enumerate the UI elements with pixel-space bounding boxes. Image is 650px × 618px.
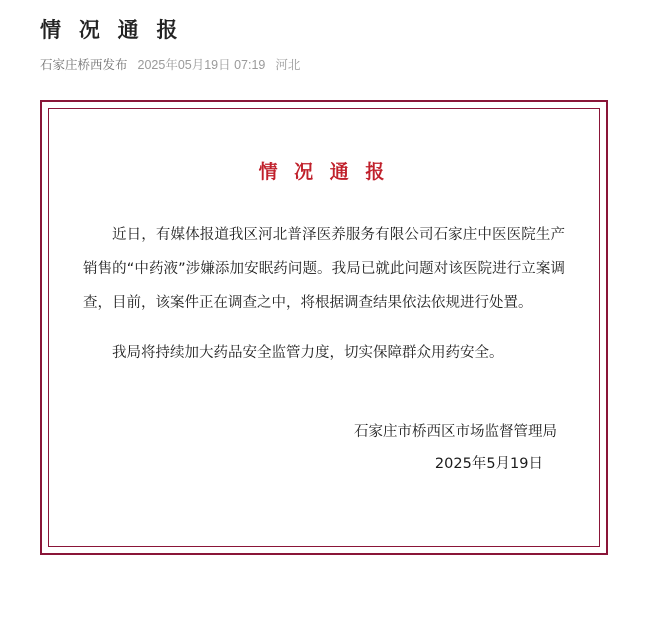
article-meta bbox=[40, 56, 610, 74]
notice-paragraph: 近日，有媒体报道我区河北普泽医养服务有限公司石家庄中医医院生产销售的“中药液”涉嫌添加安眠药问题。我局已就此问题对该医院进行立案调查，目前，该案件正在调查之中，将根据调查结果依法依规进行处置。 bbox=[83, 227, 565, 311]
article-region: 河北 bbox=[275, 58, 301, 72]
notice-document bbox=[40, 100, 608, 555]
notice-signature-block bbox=[83, 416, 565, 480]
notice-signature-date: 2025年5月19日 bbox=[434, 456, 543, 472]
article-source: 石家庄桥西发布 bbox=[40, 58, 128, 72]
notice-inner-border bbox=[48, 108, 600, 547]
notice-paragraph: 我局将持续加大药品安全监管力度，切实保障群众用药安全。 bbox=[112, 345, 504, 361]
notice-title: 情 况 通 报 bbox=[258, 161, 390, 183]
page-title: 情 况 通 报 bbox=[40, 19, 184, 42]
article-date: 2025年05月19日 07:19 bbox=[137, 58, 266, 72]
notice-signature-org: 石家庄市桥西区市场监督管理局 bbox=[354, 424, 557, 440]
